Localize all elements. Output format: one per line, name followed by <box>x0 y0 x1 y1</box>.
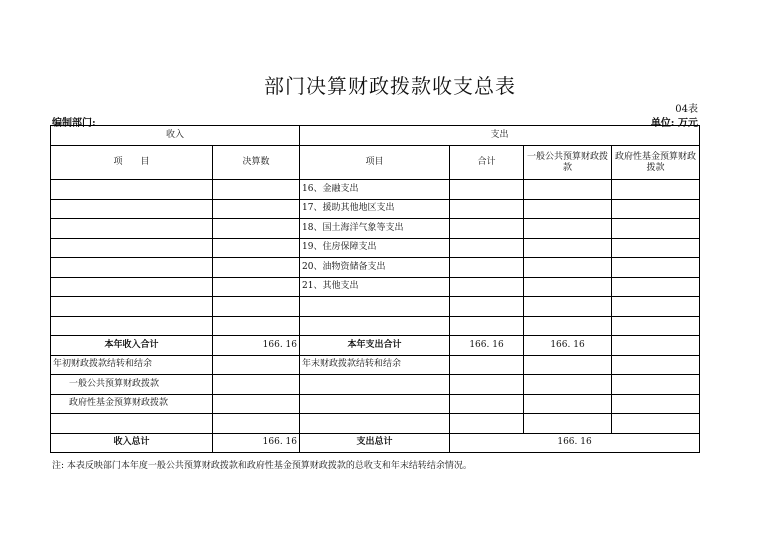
footnote: 注: 本表反映部门本年度一般公共预算财政拨款和政府性基金预算财政拨款的总收支和年末结转结余情况。 <box>52 461 472 471</box>
col-total: 合计 <box>450 146 524 180</box>
income-section-header: 收入 <box>51 126 300 146</box>
summary-table <box>50 125 700 453</box>
expense-section-header: 支出 <box>300 126 700 146</box>
table-row <box>51 414 700 434</box>
section-header-row <box>51 126 700 146</box>
table-number: 04表 <box>675 104 698 115</box>
department-label: 编制部门: <box>52 118 96 129</box>
col-general-budget: 一般公共预算财政拨款 <box>524 146 612 180</box>
annual-income-value: 166. 16 <box>213 336 300 356</box>
table-row <box>51 277 700 297</box>
begin-carryover-label: 年初财政拨款结转和结余 <box>51 355 213 375</box>
unit-label: 单位: 万元 <box>650 118 698 129</box>
annual-expense-label: 本年支出合计 <box>300 336 450 356</box>
column-header-row <box>51 146 700 180</box>
table-row <box>51 258 700 278</box>
annual-income-label: 本年收入合计 <box>51 336 213 356</box>
col-item-right: 项目 <box>300 146 450 180</box>
income-total-value: 166. 16 <box>213 433 300 453</box>
general-budget-label: 一般公共预算财政拨款 <box>51 375 213 395</box>
expense-total-label: 支出总计 <box>300 433 450 453</box>
col-item-left: 项 目 <box>51 146 213 180</box>
expense-item: 21、其他支出 <box>300 277 450 297</box>
table-row <box>51 199 700 219</box>
col-fund-budget: 政府性基金预算财政拨款 <box>612 146 700 180</box>
table-row <box>51 316 700 336</box>
expense-item: 20、油物资储备支出 <box>300 258 450 278</box>
expense-item: 17、援助其他地区支出 <box>300 199 450 219</box>
grand-total-row <box>51 433 700 453</box>
table-row <box>51 375 700 395</box>
expense-item: 18、国土海洋气象等支出 <box>300 219 450 239</box>
expense-item: 16、金融支出 <box>300 180 450 200</box>
col-budget-amount: 决算数 <box>213 146 300 180</box>
page-title: 部门决算财政拨款收支总表 <box>264 74 516 98</box>
annual-expense-total: 166. 16 <box>450 336 524 356</box>
annual-total-row <box>51 336 700 356</box>
expense-item: 19、住房保障支出 <box>300 238 450 258</box>
table-row <box>51 219 700 239</box>
end-carryover-label: 年末财政拨款结转和结余 <box>300 355 450 375</box>
annual-expense-general: 166. 16 <box>524 336 612 356</box>
table-row <box>51 238 700 258</box>
table-row <box>51 394 700 414</box>
table-row <box>51 180 700 200</box>
expense-total-value: 166. 16 <box>450 433 700 453</box>
carryover-row <box>51 355 700 375</box>
fund-budget-label: 政府性基金预算财政拨款 <box>51 394 213 414</box>
income-total-label: 收入总计 <box>51 433 213 453</box>
annual-expense-fund <box>612 336 700 356</box>
table-row <box>51 297 700 317</box>
